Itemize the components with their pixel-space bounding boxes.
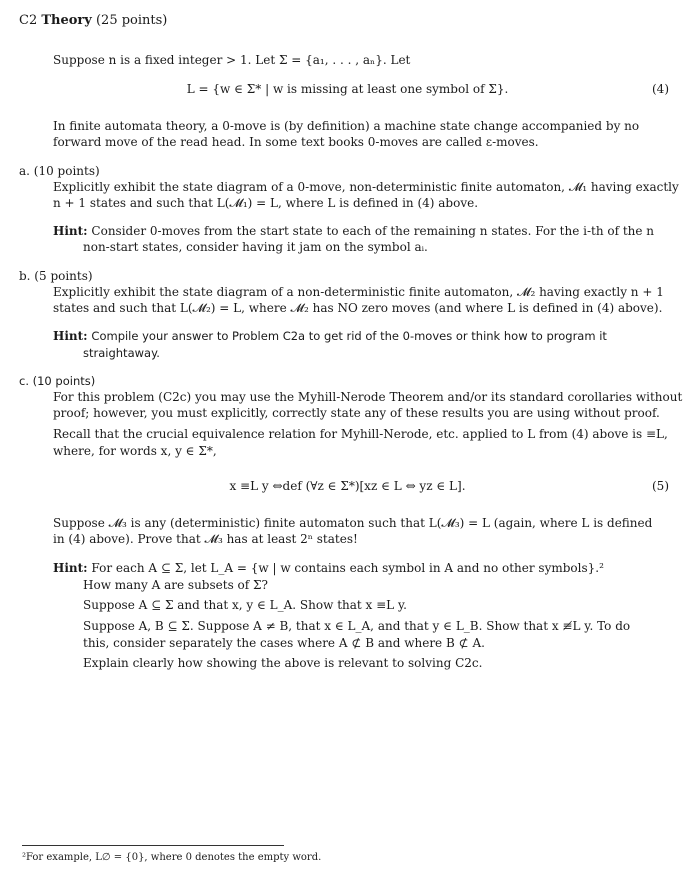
part-b-line-2: states and such that L(𝓜₂) = L, where 𝓜₂ has NO zero moves (and where L is defined in (4) above). (53, 301, 663, 315)
problem-title (19, 12, 167, 30)
part-c-line-2: proof; however, you must explicitly, correctly state any of these results you are using without proof. (53, 406, 660, 420)
part-c-hint-line-4: Suppose A, B ⊆ Σ. Suppose A ≠ B, that x ∈ L_A, and that y ∈ L_B. Show that x ≢L y. To do (83, 619, 631, 633)
problem-heading: Theory (41, 13, 92, 28)
part-c-line-6: in (4) above). Prove that 𝓜₃ has at least 2ⁿ states! (53, 532, 358, 546)
zero-move-paragraph-line-1: In finite automata theory, a 0-move is (by definition) a machine state change accompanied by no (53, 119, 640, 133)
part-c-hint-line-5: this, consider separately the cases where A ⊄ B and where B ⊄ A. (83, 636, 485, 650)
part-a-hint-line-1 (53, 223, 654, 241)
part-c-line-1: For this problem (C2c) you may use the Myhill-Nerode Theorem and/or its standard corollaries without (53, 390, 683, 404)
hint-text: Consider 0-moves from the start state to each of the remaining n states. For the i-th of the n (91, 224, 655, 238)
problem-label: C2 (19, 13, 38, 28)
equation-number-4: (4) (652, 82, 669, 96)
part-c-line-4: where, for words x, y ∈ Σ*, (53, 444, 217, 458)
part-a-label: a. (10 points) (19, 164, 100, 178)
part-c-hint-line-3: Suppose A ⊆ Σ and that x, y ∈ L_A. Show that x ≡L y. (83, 598, 407, 612)
part-a-line-2: n + 1 states and such that L(𝓜₁) = L, where L is defined in (4) above. (53, 196, 479, 210)
hint-label: Hint: (53, 329, 88, 343)
part-c-line-5: Suppose 𝓜₃ is any (deterministic) finite automaton such that L(𝓜₃) = L (again, where L is defined (53, 516, 653, 530)
zero-move-paragraph-line-2: forward move of the read head. In some text books 0-moves are called ε-moves. (53, 135, 539, 149)
hint-text: For each A ⊆ Σ, let L_A = {w | w contains each symbol in A and no other symbols}.² (91, 561, 604, 575)
intro-line: Suppose n is a fixed integer > 1. Let Σ = {a₁, . . . , aₙ}. Let (53, 53, 411, 67)
part-b-hint-line-1 (53, 328, 607, 346)
hint-text: Compile your answer to Problem C2a to get rid of the 0-moves or think how to program it (91, 329, 607, 343)
part-c-hint-line-2: How many A are subsets of Σ? (83, 578, 268, 592)
hint-label: Hint: (53, 561, 88, 575)
problem-points: (25 points) (95, 13, 168, 28)
equation-number-5: (5) (652, 479, 669, 493)
equivalence-equation: x ≡L y ⇔def (∀z ∈ Σ*)[xz ∈ L ⇔ yz ∈ L]. (229, 479, 466, 493)
part-a-line-1: Explicitly exhibit the state diagram of a 0-move, non-deterministic finite automaton, 𝓜₁ having exactly (53, 180, 679, 194)
part-c-hint-line-6: Explain clearly how showing the above is relevant to solving C2c. (83, 656, 483, 670)
part-b-hint-line-2: straightaway. (83, 346, 160, 360)
hint-label: Hint: (53, 224, 88, 238)
language-equation: L = {w ∈ Σ* | w is missing at least one symbol of Σ}. (186, 82, 509, 96)
language-definition (0, 81, 695, 99)
part-b-label: b. (5 points) (19, 269, 93, 283)
part-c-line-3: Recall that the crucial equivalence relation for Myhill-Nerode, etc. applied to L from (4) above is ≡L, (53, 427, 668, 441)
footnote-rule (22, 845, 284, 846)
footnote: ²For example, L∅ = {0}, where 0 denotes the empty word. (22, 852, 322, 863)
part-c-hint-line-1 (53, 560, 604, 578)
equivalence-definition (0, 478, 695, 496)
part-b-line-1: Explicitly exhibit the state diagram of a non-deterministic finite automaton, 𝓜₂ having exactly n + 1 (53, 285, 664, 299)
part-c-label: c. (10 points) (19, 374, 96, 388)
part-a-hint-line-2: non-start states, consider having it jam on the symbol aᵢ. (83, 240, 428, 254)
